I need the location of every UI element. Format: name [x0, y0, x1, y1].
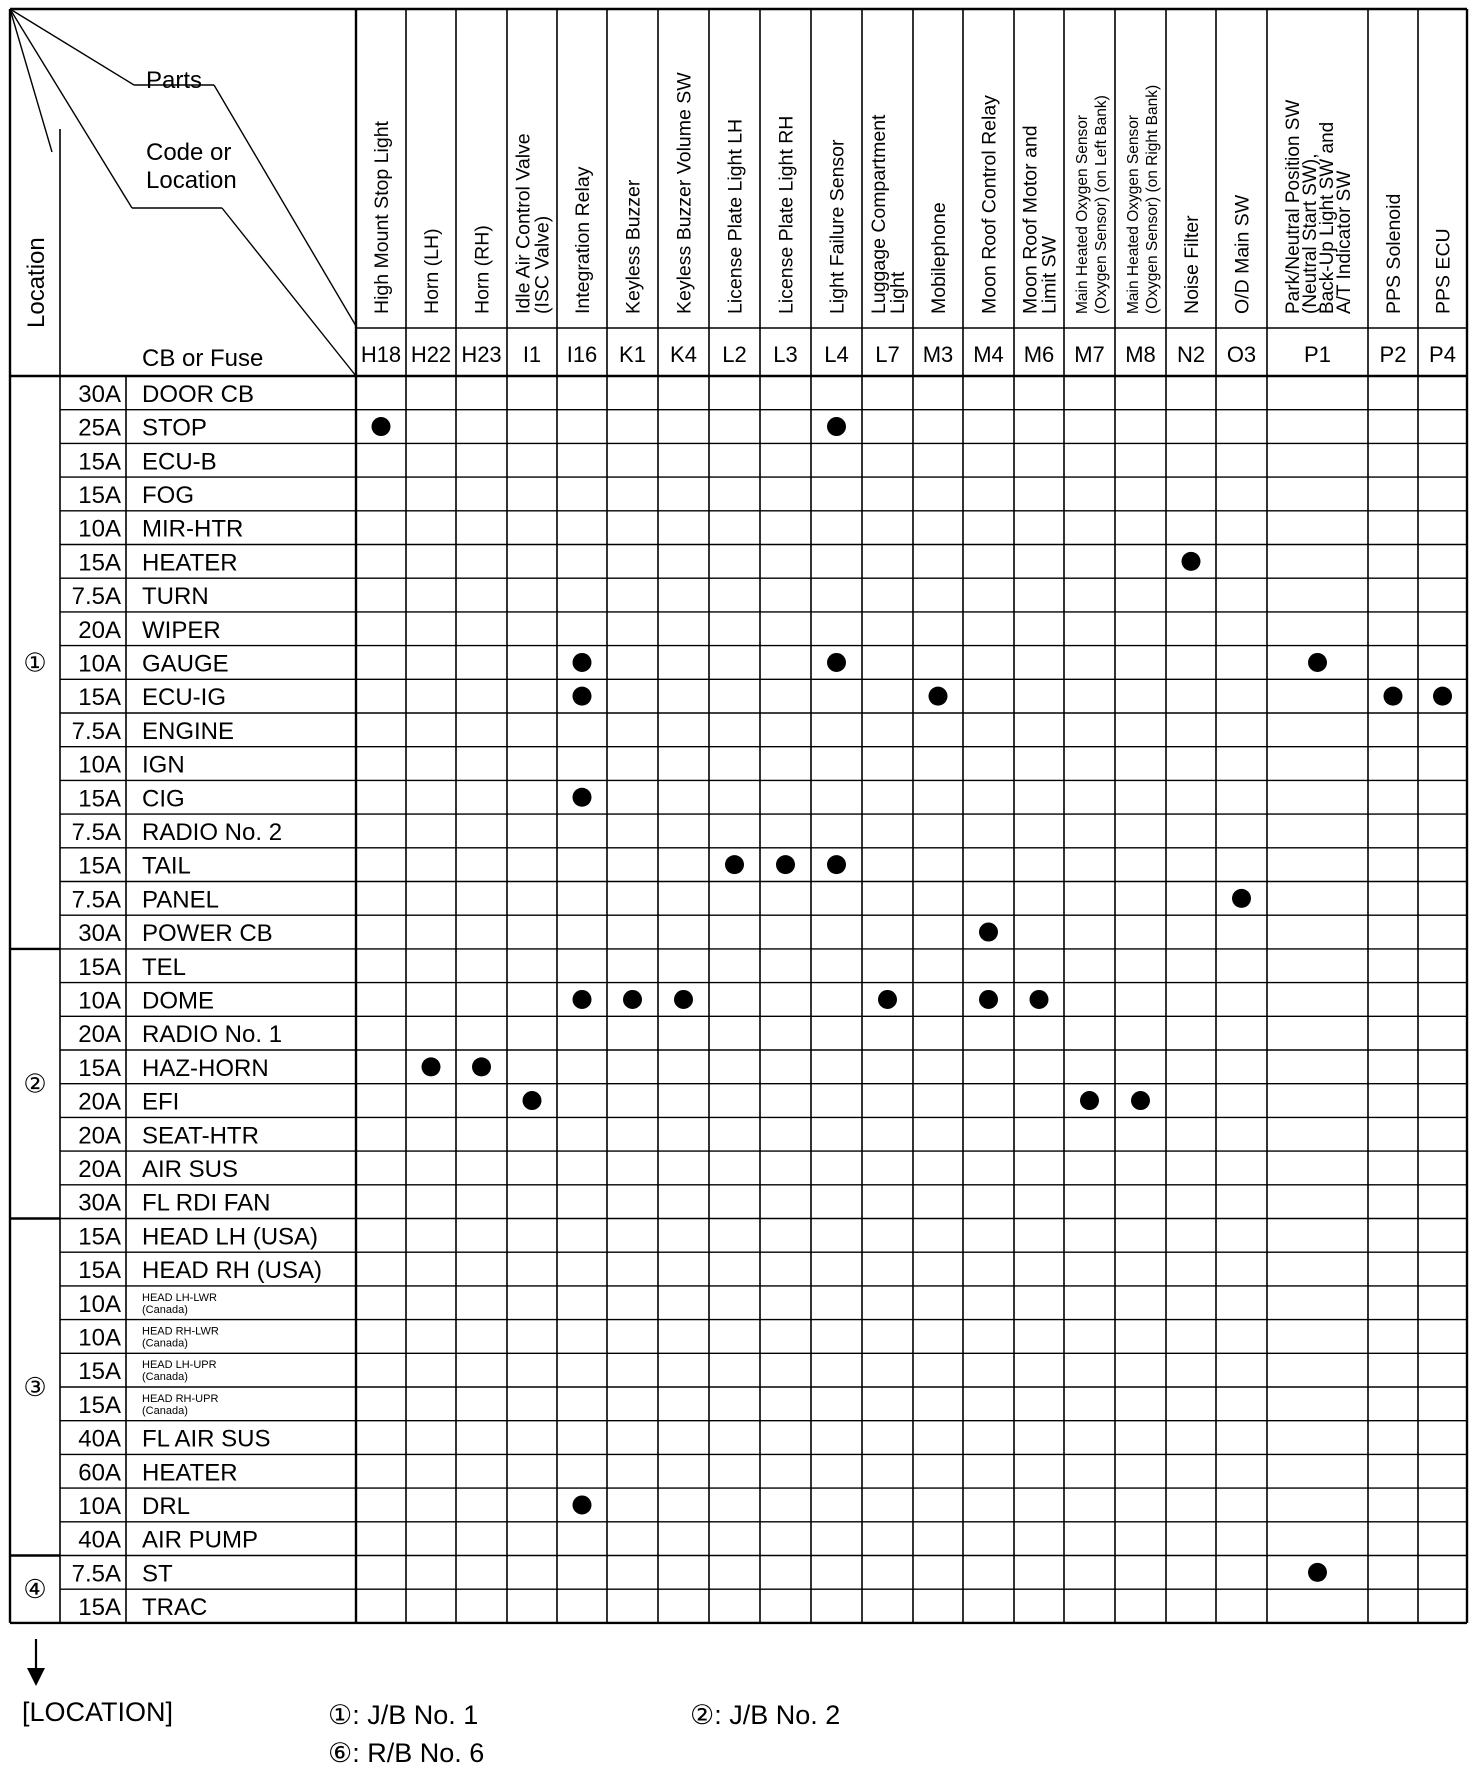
fuse-name-small-label: HEAD RH-LWR: [142, 1325, 219, 1338]
connection-dot: [573, 1495, 592, 1514]
connection-dot: [1131, 1091, 1150, 1110]
part-name-label: License Plate Light RH: [775, 115, 798, 314]
connection-dot: [979, 923, 998, 942]
fuse-name-label: ECU-B: [142, 448, 217, 476]
fuse-amp-label: 15A: [78, 1054, 121, 1082]
part-name-label: Keyless Buzzer: [622, 179, 645, 314]
part-name-label: A/T Indicator SW: [1334, 170, 1355, 314]
fuse-name-label: HEATER: [142, 549, 238, 577]
part-name-label: (Oxygen Sensor) (on Right Bank): [1144, 84, 1161, 314]
fuse-name-label: FOG: [142, 481, 194, 509]
fuse-name-label: EFI: [142, 1088, 180, 1116]
fuse-name-note-label: (Canada): [142, 1303, 188, 1316]
part-code-label: P1: [1304, 342, 1331, 367]
fuse-amp-label: 7.5A: [71, 1560, 121, 1588]
fuse-amp-label: 15A: [78, 1391, 121, 1419]
location-group-symbol: ①: [23, 647, 47, 678]
part-code-label: H18: [360, 342, 402, 367]
connection-dot: [1433, 687, 1452, 706]
fuse-name-label: AIR PUMP: [142, 1526, 259, 1554]
part-code-label: O3: [1226, 342, 1257, 367]
part-code-label: L7: [875, 342, 900, 367]
part-name-label: Light: [887, 271, 909, 314]
connection-dot: [776, 855, 795, 874]
part-code-label: P4: [1429, 342, 1456, 367]
part-name-label: Idle Air Control Valve: [512, 133, 535, 314]
fuse-amp-label: 10A: [78, 987, 121, 1015]
location-group-symbol: ④: [23, 1574, 47, 1605]
fuse-amp-label: 25A: [78, 414, 121, 442]
fuse-amp-label: 30A: [78, 1189, 121, 1217]
part-name-label: Park/Neutral Position SW: [1283, 99, 1304, 314]
fuse-name-label: HEATER: [142, 1459, 238, 1487]
fuse-amp-label: 10A: [78, 751, 121, 779]
fuse-amp-label: 10A: [78, 1492, 121, 1520]
fuse-name-label: CIG: [142, 785, 185, 813]
location-group-symbol: ③: [23, 1372, 47, 1402]
connection-dot: [674, 990, 693, 1009]
part-name-label: Main Heated Oxygen Sensor: [1125, 114, 1142, 314]
part-name-label: Limit SW: [1038, 236, 1061, 314]
fuse-name-label: DRL: [142, 1492, 191, 1520]
fuse-name-label: HEAD LH (USA): [142, 1223, 319, 1251]
location-header: Location: [23, 237, 50, 328]
part-name-label: (Oxygen Sensor) (on Left Bank): [1093, 95, 1110, 314]
fuse-name-label: POWER CB: [142, 920, 273, 948]
part-name-label: Moon Roof Control Relay: [978, 95, 1001, 314]
parts-header: Parts: [146, 67, 203, 94]
connection-dot: [827, 417, 846, 436]
fuse-amp-label: 20A: [78, 1088, 121, 1116]
fuse-amp-label: 20A: [78, 1021, 121, 1049]
header-diagonal: [10, 9, 132, 208]
fuse-amp-label: 10A: [78, 515, 121, 543]
connection-dot: [1308, 653, 1327, 672]
fuse-name-label: HEAD RH (USA): [142, 1257, 323, 1285]
fuse-name-label: GAUGE: [142, 650, 229, 678]
fuse-name-label: DOME: [142, 987, 214, 1015]
fuse-amp-label: 40A: [78, 1425, 121, 1453]
code-location-header-line1: Code or: [146, 139, 232, 166]
part-name-label: O/D Main SW: [1231, 194, 1254, 314]
fuse-amp-label: 30A: [78, 920, 121, 948]
part-code-label: N2: [1176, 342, 1206, 367]
connection-dot: [1030, 990, 1049, 1009]
fuse-name-label: WIPER: [142, 616, 221, 644]
fuse-amp-label: 15A: [78, 852, 121, 880]
connection-dot: [1232, 889, 1251, 908]
fuse-name-label: STOP: [142, 414, 207, 442]
part-code-label: L3: [773, 342, 798, 367]
connection-dot: [1182, 552, 1201, 571]
fuse-name-note-label: (Canada): [142, 1404, 188, 1417]
fuse-name-note-label: (Canada): [142, 1337, 188, 1350]
fuse-name-label: RADIO No. 1: [142, 1021, 283, 1049]
fuse-amp-label: 7.5A: [71, 886, 121, 914]
fuse-name-label: PANEL: [142, 886, 219, 914]
fuse-name-label: ENGINE: [142, 717, 235, 745]
fuse-name-label: ST: [142, 1560, 173, 1588]
connection-dot: [523, 1091, 542, 1110]
fuse-amp-label: 20A: [78, 1122, 121, 1150]
fuse-name-small-label: HEAD LH-LWR: [142, 1291, 217, 1304]
legend-rb6: ⑥: R/B No. 6: [328, 1738, 485, 1768]
part-code-label: L4: [824, 342, 849, 367]
connection-dot: [573, 788, 592, 807]
table-header: [23, 67, 263, 372]
fuse-amp-label: 15A: [78, 1594, 121, 1622]
code-location-header-line2: Location: [146, 167, 237, 194]
fuse-name-label: TEL: [142, 953, 187, 981]
cb-fuse-header: CB or Fuse: [142, 345, 264, 372]
connection-dot: [573, 687, 592, 706]
legend-title: [LOCATION]: [22, 1697, 174, 1727]
fuse-name-label: DOOR CB: [142, 380, 255, 408]
header-diagonal: [214, 85, 356, 326]
fuse-amp-label: 10A: [78, 1290, 121, 1318]
fuse-amp-label: 15A: [78, 684, 121, 712]
fuse-amp-label: 15A: [78, 448, 121, 476]
fuse-name-label: FL AIR SUS: [142, 1425, 271, 1453]
fuse-name-label: HAZ-HORN: [142, 1054, 269, 1082]
fuse-name-label: FL RDI FAN: [142, 1189, 271, 1217]
part-name-label: Light Failure Sensor: [826, 139, 849, 314]
part-code-label: K4: [670, 342, 697, 367]
location-group-symbol: ②: [23, 1068, 47, 1099]
part-name-label: License Plate Light LH: [724, 118, 747, 314]
fuse-amp-label: 15A: [78, 481, 121, 509]
fuse-amp-label: 60A: [78, 1459, 121, 1487]
part-name-label: PPS ECU: [1432, 228, 1455, 314]
fuse-amp-label: 30A: [78, 380, 121, 408]
connection-dot: [623, 990, 642, 1009]
connection-dot: [422, 1057, 441, 1076]
part-name-label: Mobilephone: [928, 202, 950, 314]
part-name-label: Horn (LH): [421, 228, 443, 314]
fuse-name-label: MIR-HTR: [142, 515, 244, 543]
connection-dot: [1384, 687, 1403, 706]
fuse-amp-label: 10A: [78, 650, 121, 678]
fuse-name-small-label: HEAD LH-UPR: [142, 1359, 217, 1372]
part-name-label: Moon Roof Motor and: [1019, 125, 1042, 314]
fuse-name-label: RADIO No. 2: [142, 818, 283, 846]
fuse-amp-label: 7.5A: [71, 818, 121, 846]
part-code-label: H23: [461, 342, 502, 367]
fuse-amp-label: 15A: [78, 1358, 121, 1386]
connection-dot: [725, 855, 744, 874]
connection-dot: [878, 990, 897, 1009]
part-name-label: Back-Up Light SW and: [1317, 121, 1338, 314]
connection-dot: [1308, 1563, 1327, 1582]
fuse-amp-label: 20A: [78, 616, 121, 644]
fuse-amp-label: 15A: [78, 953, 121, 981]
fuse-amp-label: 15A: [78, 549, 121, 577]
fuse-name-label: TURN: [142, 583, 209, 611]
part-name-label: Luggage Compartment: [868, 114, 890, 314]
part-name-label: Horn (RH): [471, 225, 494, 314]
part-name-label: High Mount Stop Light: [371, 121, 393, 314]
fuse-amp-label: 20A: [78, 1155, 121, 1183]
fuse-name-label: TRAC: [142, 1594, 208, 1622]
fuse-amp-label: 15A: [78, 785, 121, 813]
connection-dot: [1080, 1091, 1099, 1110]
part-name-label: Noise Filter: [1181, 215, 1203, 314]
part-code-label: I16: [566, 342, 598, 367]
part-name-label: Keyless Buzzer Volume SW: [673, 72, 696, 314]
connection-dot: [372, 417, 391, 436]
part-name-label: (Neutral Start SW),: [1300, 153, 1321, 314]
fuse-name-label: TAIL: [142, 852, 191, 880]
connection-dot: [827, 855, 846, 874]
table-cells: [23, 72, 1456, 1621]
part-code-label: L2: [722, 342, 747, 367]
fuse-name-label: ECU-IG: [142, 684, 226, 712]
fuse-name-label: AIR SUS: [142, 1155, 239, 1183]
part-code-label: P2: [1379, 342, 1407, 367]
part-code-label: I1: [522, 342, 542, 367]
fuse-amp-label: 15A: [78, 1257, 121, 1285]
fuse-name-label: SEAT-HTR: [142, 1122, 259, 1150]
fuse-name-small-label: HEAD RH-UPR: [142, 1392, 219, 1405]
part-code-label: M7: [1074, 342, 1105, 367]
fuse-name-note-label: (Canada): [142, 1371, 188, 1384]
part-code-label: H22: [410, 342, 452, 367]
part-name-label: (ISC Valve): [531, 215, 554, 314]
part-name-label: PPS Solenoid: [1383, 193, 1405, 314]
fuse-amp-label: 7.5A: [71, 583, 121, 611]
fuse-name-label: IGN: [142, 751, 185, 779]
part-code-label: M3: [922, 342, 954, 367]
fuse-amp-label: 10A: [78, 1324, 121, 1352]
connection-dot: [573, 653, 592, 672]
connection-dot: [472, 1057, 491, 1076]
part-name-label: Integration Relay: [572, 166, 594, 314]
fuse-amp-label: 40A: [78, 1526, 121, 1554]
connection-dot: [979, 990, 998, 1009]
part-code-label: M6: [1023, 342, 1055, 367]
legend-jb2: ②: J/B No. 2: [690, 1700, 841, 1730]
connection-dot: [573, 990, 592, 1009]
part-code-label: M4: [973, 342, 1004, 367]
part-code-label: M8: [1125, 342, 1156, 367]
legend-jb1: ①: J/B No. 1: [328, 1700, 479, 1730]
part-code-label: K1: [619, 342, 646, 367]
part-name-label: Main Heated Oxygen Sensor: [1074, 114, 1091, 314]
fuse-amp-label: 7.5A: [71, 717, 121, 745]
connection-dot: [827, 653, 846, 672]
fuse-amp-label: 15A: [78, 1223, 121, 1251]
connection-dot: [929, 687, 948, 706]
location-arrow-head: [27, 1668, 45, 1686]
